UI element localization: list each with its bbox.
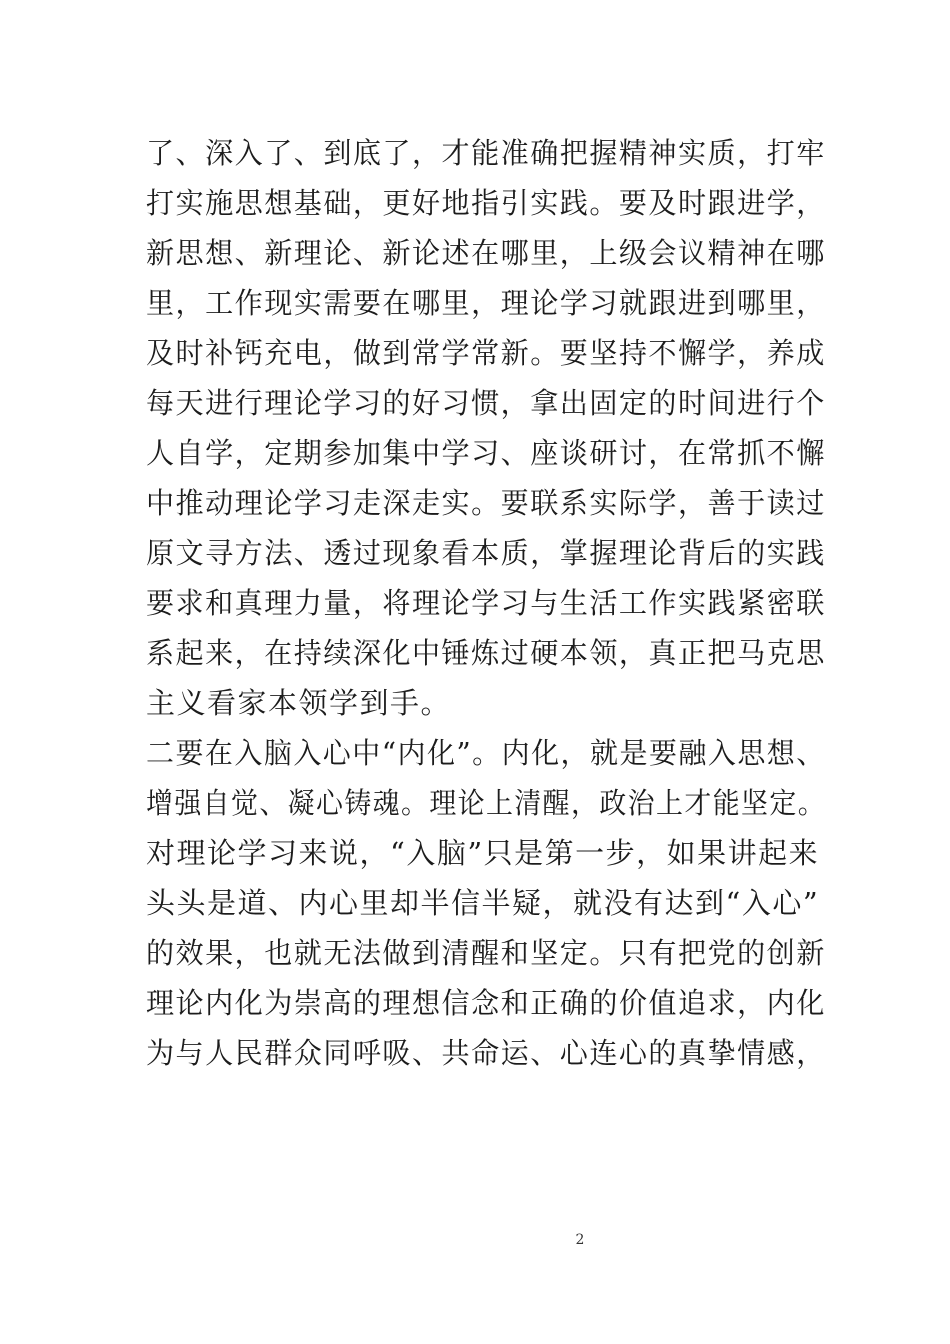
text-line: 对理论学习来说，“入脑”只是第一步，如果讲起来	[146, 836, 820, 870]
text-line: 打实施思想基础，更好地指引实践。要及时跟进学，	[146, 186, 826, 220]
section-heading-line: 二要在入脑入心中“内化”。内化，就是要融入思想、	[146, 736, 826, 770]
text-line: 里，工作现实需要在哪里，理论学习就跟进到哪里，	[146, 286, 826, 320]
text-line: 头头是道、内心里却半信半疑，就没有达到“入心”	[146, 886, 820, 920]
body-text	[146, 128, 826, 1078]
text-line: 理论内化为崇高的理想信念和正确的价值追求，内化	[146, 986, 826, 1020]
text-line: 了、深入了、到底了，才能准确把握精神实质，打牢	[146, 136, 826, 170]
text-line: 的效果，也就无法做到清醒和坚定。只有把党的创新	[146, 936, 826, 970]
text-line: 主义看家本领学到手。	[146, 686, 452, 720]
page-number-value: 2	[575, 1232, 585, 1248]
text-line: 每天进行理论学习的好习惯，拿出固定的时间进行个	[146, 386, 826, 420]
text-line: 人自学，定期参加集中学习、座谈研讨，在常抓不懈	[146, 436, 826, 470]
text-line: 为与人民群众同呼吸、共命运、心连心的真挚情感，	[146, 1036, 826, 1070]
page-number	[0, 1232, 950, 1248]
text-line: 新思想、新理论、新论述在哪里，上级会议精神在哪	[146, 236, 826, 270]
text-line: 增强自觉、凝心铸魂。理论上清醒，政治上才能坚定。	[146, 786, 827, 820]
text-line: 及时补钙充电，做到常学常新。要坚持不懈学，养成	[146, 336, 826, 370]
text-line: 中推动理论学习走深走实。要联系实际学，善于读过	[146, 486, 826, 520]
text-line: 要求和真理力量，将理论学习与生活工作实践紧密联	[146, 586, 826, 620]
text-line: 系起来，在持续深化中锤炼过硬本领，真正把马克思	[146, 636, 826, 670]
text-line: 原文寻方法、透过现象看本质，掌握理论背后的实践	[146, 536, 826, 570]
